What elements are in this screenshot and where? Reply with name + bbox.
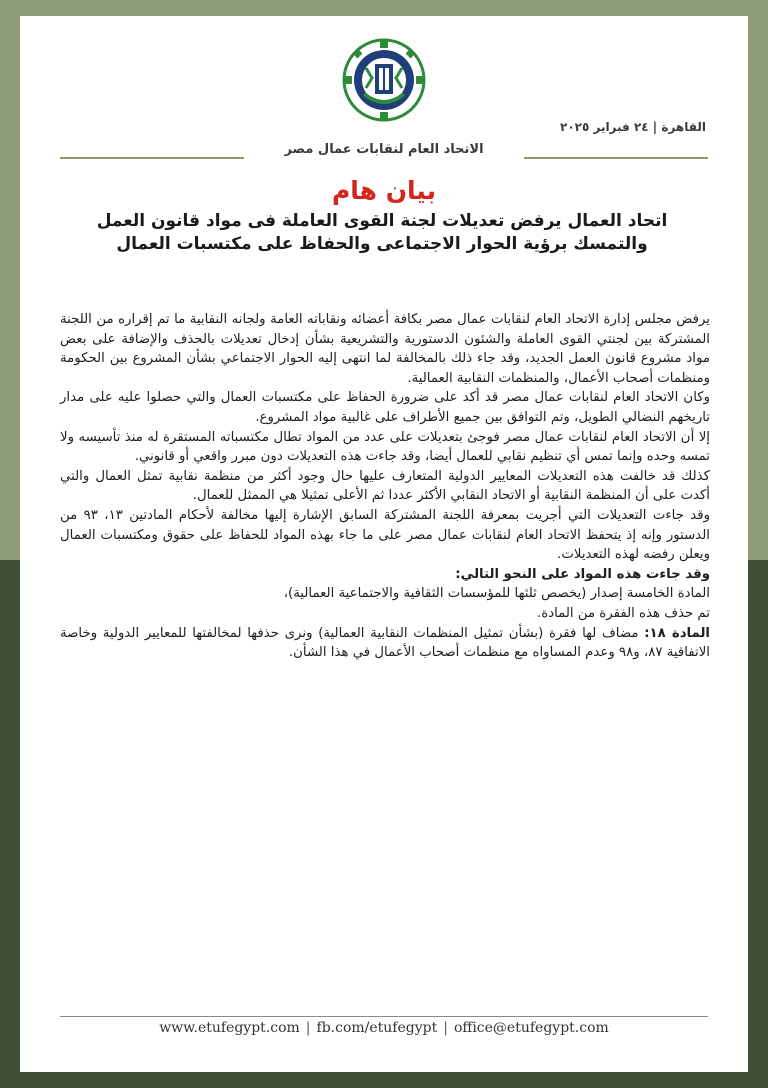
article-18 (60, 624, 710, 663)
article-5-text: المادة الخامسة إصدار (يخصص ثلثها للمؤسسات الثقافية والاجتماعية العمالية)، (283, 586, 710, 602)
facebook-link[interactable]: fb.com/etufegypt (316, 1020, 438, 1036)
email-link[interactable]: office@etufegypt.com (453, 1020, 609, 1036)
date-location: القاهرة | ٢٤ فبراير ٢٠٢٥ (560, 120, 706, 134)
header-rule-right (524, 157, 708, 159)
statement-body (60, 310, 710, 663)
paragraph-5: وقد جاءت التعديلات التي أجريت بمعرفة اللجنة المشتركة السابق الإشارة إليها مخالفة لأحكام المادتين ١٣، ٩٣ من الدستور وإنه إذ يتحفظ الاتحاد العام لنقابات عمال مصر على ما جاء بهذه المواد للحفاظ على حقوق ومكتسبات العمال ويعلن رفضه لهذه التعديلات. (60, 507, 710, 563)
footer-separator: | (305, 1020, 311, 1036)
article-18-text: مضاف لها فقرة (بشأن تمثيل المنظمات النقابية العمالية) ونرى حذفها لمخالفتها للمعايير الدولية وخاصة الاتفاقية ٨٧، و٩٨ وعدم المساواه مع منظمات أصحاب الأعمال في هذا الشأن. (60, 625, 710, 661)
website-link[interactable]: www.etufegypt.com (159, 1020, 300, 1036)
organization-name: الاتحاد العام لنقابات عمال مصر (284, 142, 484, 157)
article-18-label: المادة ١٨: (644, 625, 710, 641)
paragraph-2: وكان الاتحاد العام لنقابات عمال مصر قد أكد على ضرورة الحفاظ على مكتسبات العمال والتي حصلوا عليه على مدار تاريخهم النضالي الطويل، وتم التوافق بين جميع الأطراف على غالبية مواد المشروع. (60, 390, 710, 425)
articles-heading: وقد جاءت هذه المواد على النحو التالي: (455, 566, 710, 582)
union-logo-icon (342, 38, 426, 122)
footer-separator: | (443, 1020, 448, 1036)
document-page (20, 16, 748, 1072)
paragraph-1: يرفض مجلس إدارة الاتحاد العام لنقابات عمال مصر بكافة أعضائه ونقاباته العامة ولجانه النقابية ما تم إقراره من اللجنة المشتركة بين لجنتي القوى العاملة والشئون الدستورية والتشريعية بشأن إدخال تعديلات بالحذف والإضافة على بعض مواد مشروع قانون العمل الجديد، وقد جاء ذلك بالمخالفة لما انتهى إليه الحوار الاجتماعي بشأن المشروع بين الحكومة ومنظمات أصحاب الأعمال، والمنظمات النقابية العمالية. (60, 312, 710, 386)
statement-title: بيان هام (331, 176, 437, 205)
footer-rule (60, 1016, 708, 1017)
paragraph-4: كذلك قد خالفت هذه التعديلات المعايير الدولية المتعارف عليها حال وجود أكثر من منظمة نقابية تمثل العمال والتي أكدت على أن المنظمة النقابية أو الاتحاد النقابي الأكثر عددا ثم الأعلى تمثيلا هي الممثل للعمال. (60, 468, 710, 504)
header-rule-left (60, 157, 244, 159)
article-5-action: تم حذف هذه الفقرة من المادة. (537, 605, 710, 621)
statement-headline: اتحاد العمال يرفض تعديلات لجنة القوى العاملة فى مواد قانون العمل والتمسك برؤية الحوار الاجتماعى والحفاظ على مكتسبات العمال (96, 211, 668, 254)
footer-contacts (20, 1020, 748, 1036)
paragraph-3: إلا أن الاتحاد العام لنقابات عمال مصر فوجئ بتعديلات على عدد من المواد تطال مكتسباته المستقرة له منذ تأسيسه ولا تمسه وحده وإنما تمس أي تنظيم نقابي للعمال أيضا، وقد جاءت هذه التعديلات دون مبرر واقعي أو قانوني. (60, 429, 710, 465)
